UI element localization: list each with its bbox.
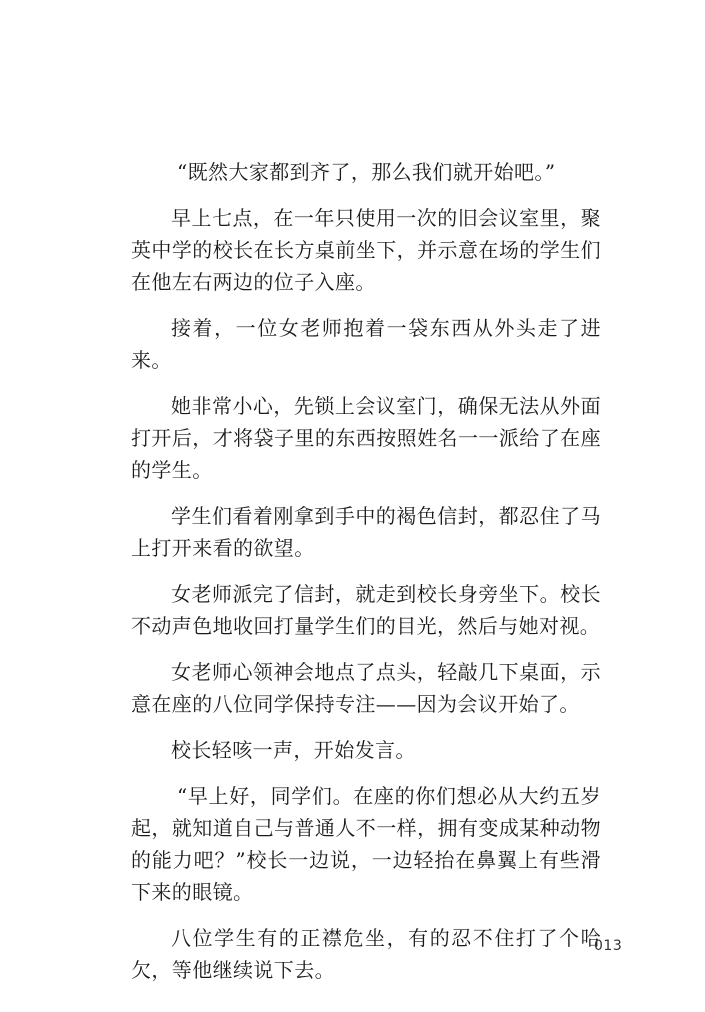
paragraph: 女老师派完了信封，就走到校长身旁坐下。校长不动声色地收回打量学生们的目光，然后与她对视。 [131,582,601,638]
paragraph: 女老师心领神会地点了点头，轻敲几下桌面，示意在座的八位同学保持专注——因为会议开始了。 [131,660,601,716]
paragraph: 学生们看着刚拿到手中的褐色信封，都忍住了马上打开来看的欲望。 [131,504,601,560]
body-text [131,156,601,1000]
paragraph: 八位学生有的正襟危坐，有的忍不住打了个哈欠，等他继续说下去。 [131,926,601,982]
paragraph: 早上七点，在一年只使用一次的旧会议室里，聚英中学的校长在长方桌前坐下，并示意在场的学生们在他左右两边的位子入座。 [131,206,601,294]
paragraph: 她非常小心，先锁上会议室门，确保无法从外面打开后，才将袋子里的东西按照姓名一一派给了在座的学生。 [131,394,601,482]
paragraph: 接着，一位女老师抱着一袋东西从外头走了进来。 [131,316,601,372]
paragraph: “早上好，同学们。在座的你们想必从大约五岁起，就知道自己与普通人不一样，拥有变成某种动物的能力吧？”校长一边说，一边轻抬在鼻翼上有些滑下来的眼镜。 [131,784,601,904]
page-number: 013 [594,938,623,954]
paragraph: “既然大家都到齐了，那么我们就开始吧。” [177,160,556,184]
paragraph: 校长轻咳一声，开始发言。 [171,738,416,762]
